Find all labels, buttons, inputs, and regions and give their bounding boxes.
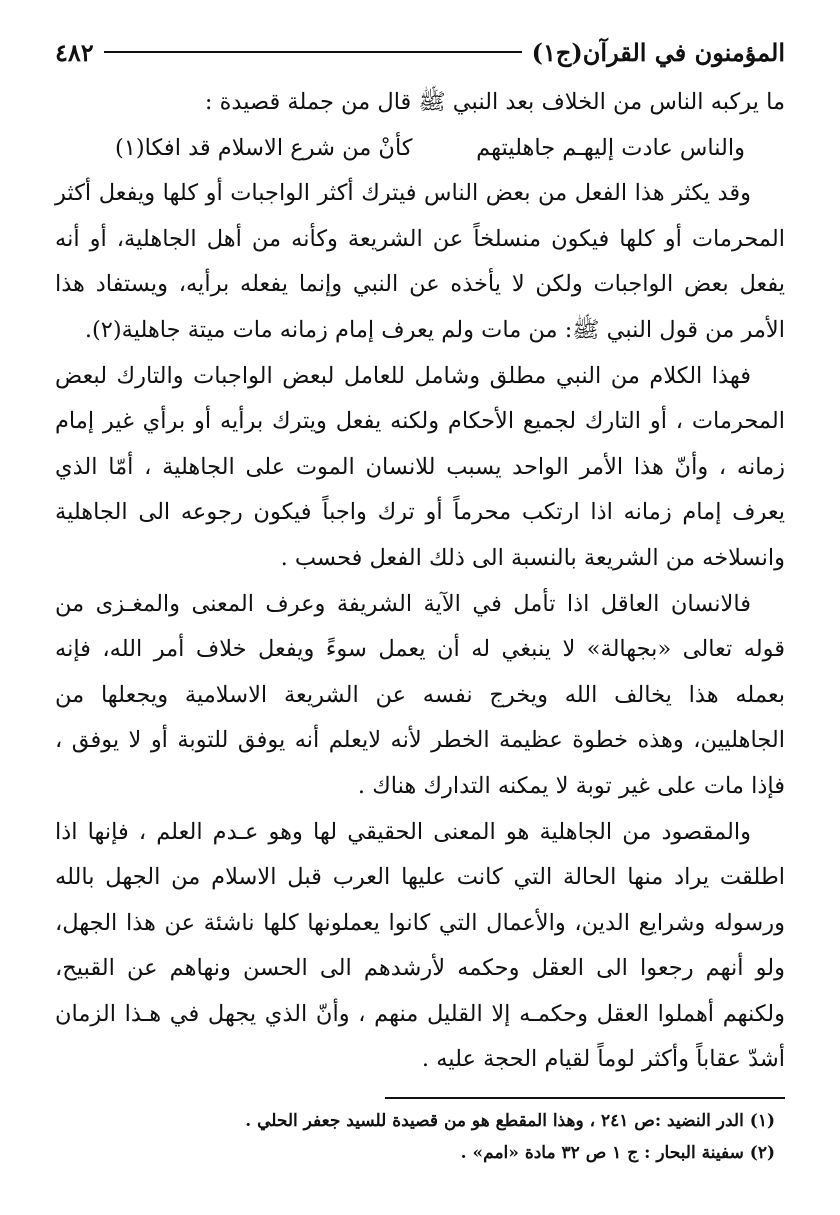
footnote-divider [385,1097,785,1099]
footnote-2: (٢) سفينة البحار : ج ١ ص ٣٢ مادة «امم» . [460,1143,775,1164]
paragraph: فهذا الكلام من النبي مطلق وشامل للعامل لبعض الواجبات والتارك لبعض المحرمات ، أو التارك لجميع الأحكام ولكنه يفعل ويترك برأيه أو برأي غير إمام زمانه ، وأنّ هذا الأمر الواحد يسبب للانسان الموت على الجاهلية ، أمّا الذي يعرف إمام زمانه اذا ارتكب محرماً أو ترك واجباً فيكون رجوعه الى الجاهلية وانسلاخه من الشريعة بالنسبة الى ذلك الفعل فحسب . [55,362,785,571]
paragraph-intro: ما يركبه الناس من الخلاف بعد النبي ﷺ قال من جملة قصيدة : [204,89,785,115]
header-rule [104,51,522,53]
paragraph: وقد يكثر هذا الفعل من بعض الناس فيترك أكثر الواجبات أو كلها ويفعل أكثر المحرمات أو كلها فيكون منسلخاً عن الشريعة وكأنه من أهل الجاهلية، أو أنه يفعل بعض الواجبات ولكن لا يأخذه عن النبي وإنما يفعله برأيه، ويستفاد هذا الأمر من قول النبي ﷺ: من مات ولم يعرف إمام زمانه مات ميتة جاهلية(٢). [55,180,785,343]
header-title: المؤمنون في القرآن(ج١) [531,37,785,67]
page-number: ٤٨٢ [55,37,94,67]
book-page [55,30,785,1190]
poem-hemistich-second: كأنْ من شرع الاسلام قد افكا(١) [115,134,413,161]
body-text [55,80,785,1083]
poem-hemistich-first: والناس عادت إليهـم جاهليتهم [476,134,745,161]
poem-verse [55,126,785,172]
running-header [55,30,785,74]
footnotes [55,1105,785,1169]
paragraph: فالانسان العاقل اذا تأمل في الآية الشريفة وعرف المعنى والمغـزى من قوله تعالى «بجهالة» لا ينبغي له أن يعمل سوءً ويفعل خلاف أمر الله، فإنه بعمله هذا يخالف الله ويخرج نفسه عن الشريعة الاسلامية ويجعلها من الجاهليين، وهذه خطوة عظيمة الخطر لأنه لايعلم أنه يوفق للتوبة أو لا يوفق ، فإذا مات على غير توبة لا يمكنه التدارك هناك . [55,590,785,799]
footnote-1: (١) الدر النضيد :ص ٢٤١ ، وهذا المقطع هو من قصيدة للسيد جعفر الحلي . [245,1111,775,1132]
paragraph: والمقصود من الجاهلية هو المعنى الحقيقي لها وهو عـدم العلم ، فإنها اذا اطلقت يراد منها الحالة التي كانت عليها العرب قبل الاسلام من الجهل بالله ورسوله وشرايع الدين، والأعمال التي كانوا يعملونها كلها ناشئة عن هذا الجهل، ولو أنهم رجعوا الى العقل وحكمه لأرشدهم الى الحسن ونهاهم عن القبيح، ولكنهم أهملوا العقل وحكمـه إلا القليل منهم ، وأنّ الذي يجهل في هـذا الزمان أشدّ عقاباً وأكثر لوماً لقيام الحجة عليه . [55,818,785,1073]
